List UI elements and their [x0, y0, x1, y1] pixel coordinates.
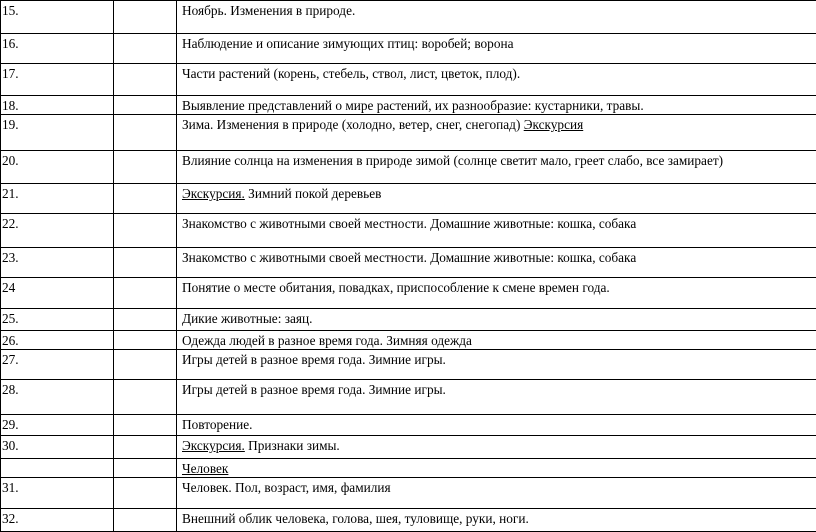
table-row — [1, 1, 816, 34]
table-row — [1, 115, 816, 151]
topic-text: Одежда людей в разное время года. Зимняя одежда — [182, 333, 472, 348]
lesson-number-cell: 30. — [1, 436, 114, 459]
topic-text: Человек. Пол, возраст, имя, фамилия — [182, 480, 391, 495]
lesson-number-cell: 16. — [1, 34, 114, 64]
topic-text: Признаки зимы. — [244, 438, 340, 453]
table-row — [1, 214, 816, 248]
lesson-topic-cell — [177, 96, 816, 115]
lesson-topic-cell — [177, 1, 816, 34]
table-row — [1, 96, 816, 115]
lesson-topic-cell — [177, 214, 816, 248]
lesson-topic-cell — [177, 278, 816, 309]
lesson-topic-cell — [177, 115, 816, 151]
table-row — [1, 248, 816, 278]
blank-cell — [114, 415, 177, 436]
blank-cell — [114, 151, 177, 184]
lesson-number-cell: 26. — [1, 331, 114, 350]
blank-cell — [114, 509, 177, 532]
lesson-topic-cell — [177, 415, 816, 436]
lesson-number-cell: 25. — [1, 309, 114, 331]
lesson-number-cell: 19. — [1, 115, 114, 151]
table-row — [1, 151, 816, 184]
topic-text: Игры детей в разное время года. Зимние игры. — [182, 352, 446, 367]
blank-cell — [114, 248, 177, 278]
lesson-topic-cell — [177, 509, 816, 532]
lesson-number-cell: 22. — [1, 214, 114, 248]
lesson-number-cell: 31. — [1, 478, 114, 509]
table-row — [1, 278, 816, 309]
lesson-number-cell: 32. — [1, 509, 114, 532]
lesson-number-cell: 28. — [1, 380, 114, 415]
table-row — [1, 436, 816, 459]
blank-cell — [114, 115, 177, 151]
blank-cell — [114, 331, 177, 350]
topic-underlined-text: Экскурсия. — [182, 186, 245, 201]
topic-text: Выявление представлений о мире растений, их разнообразие: кустарники, травы. — [182, 98, 644, 113]
lesson-number-cell: 21. — [1, 184, 114, 214]
lesson-number-cell: 18. — [1, 96, 114, 115]
table-row — [1, 309, 816, 331]
table-row — [1, 380, 816, 415]
blank-cell — [114, 64, 177, 96]
blank-cell — [114, 350, 177, 380]
lesson-number-cell: 17. — [1, 64, 114, 96]
lesson-topic-cell — [177, 478, 816, 509]
lesson-topic-cell — [177, 151, 816, 184]
table-row — [1, 331, 816, 350]
blank-cell — [114, 436, 177, 459]
table-row — [1, 184, 816, 214]
blank-cell — [114, 34, 177, 64]
topic-text: Части растений (корень, стебель, ствол, лист, цветок, плод). — [182, 66, 521, 81]
lesson-topic-cell — [177, 380, 816, 415]
lesson-number-cell: 23. — [1, 248, 114, 278]
blank-cell — [114, 184, 177, 214]
lesson-plan-body — [1, 1, 816, 532]
lesson-number-cell: 15. — [1, 1, 114, 34]
topic-text: Ноябрь. Изменения в природе. — [182, 3, 356, 18]
topic-text: Повторение. — [182, 417, 253, 432]
topic-text: Наблюдение и описание зимующих птиц: воробей; ворона — [182, 36, 514, 51]
blank-cell — [114, 380, 177, 415]
blank-cell — [114, 96, 177, 115]
topic-text: Знакомство с животными своей местности. Домашние животные: кошка, собака — [182, 216, 637, 231]
blank-cell — [114, 1, 177, 34]
lesson-number-cell: 29. — [1, 415, 114, 436]
topic-text: Внешний облик человека, голова, шея, туловище, руки, ноги. — [182, 511, 529, 526]
lesson-topic-cell — [177, 331, 816, 350]
lesson-number-cell: 27. — [1, 350, 114, 380]
topic-text: Зимний покой деревьев — [244, 186, 382, 201]
topic-underlined-text: Человек — [182, 461, 229, 476]
lesson-topic-cell — [177, 248, 816, 278]
lesson-topic-cell — [177, 184, 816, 214]
lesson-topic-cell — [177, 459, 816, 478]
table-row — [1, 459, 816, 478]
lesson-topic-cell — [177, 436, 816, 459]
blank-cell — [114, 278, 177, 309]
blank-cell — [114, 309, 177, 331]
topic-text: Игры детей в разное время года. Зимние игры. — [182, 382, 446, 397]
table-row — [1, 350, 816, 380]
topic-text: Дикие животные: заяц. — [182, 311, 313, 326]
topic-text: Зима. Изменения в природе (холодно, ветер, снег, снегопад) — [182, 117, 524, 132]
table-row — [1, 34, 816, 64]
topic-text: Понятие о месте обитания, повадках, приспособление к смене времен года. — [182, 280, 610, 295]
topic-text: Влияние солнца на изменения в природе зимой (солнце светит мало, греет слабо, все замирает) — [182, 153, 724, 168]
topic-underlined-text: Экскурсия. — [182, 438, 245, 453]
topic-underlined-text: Экскурсия — [523, 117, 584, 132]
lesson-number-cell — [1, 459, 114, 478]
topic-text: Знакомство с животными своей местности. Домашние животные: кошка, собака — [182, 250, 637, 265]
lesson-topic-cell — [177, 350, 816, 380]
lesson-number-cell: 24 — [1, 278, 114, 309]
table-row — [1, 64, 816, 96]
blank-cell — [114, 459, 177, 478]
table-row — [1, 478, 816, 509]
table-row — [1, 509, 816, 532]
blank-cell — [114, 478, 177, 509]
lesson-topic-cell — [177, 64, 816, 96]
lesson-topic-cell — [177, 309, 816, 331]
blank-cell — [114, 214, 177, 248]
lesson-topic-cell — [177, 34, 816, 64]
table-row — [1, 415, 816, 436]
lesson-number-cell: 20. — [1, 151, 114, 184]
